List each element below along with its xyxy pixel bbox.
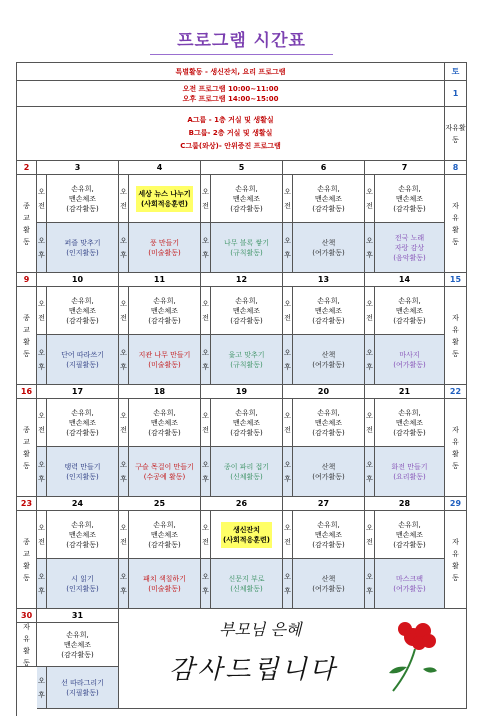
am-program (47, 511, 119, 559)
pm-program-line: 시 읽기 (71, 574, 94, 583)
am-label-text: 오전 (120, 187, 127, 210)
sunday-number: 23 (17, 497, 37, 511)
pm-program-line: 패치 색칠하기 (143, 574, 186, 583)
am-label (201, 511, 211, 559)
pm-label-text: 오후 (38, 460, 45, 483)
pm-label-text: 오후 (120, 236, 127, 259)
day-number: 5 (201, 161, 283, 175)
schedule-table (16, 62, 467, 716)
pm-program (129, 335, 201, 385)
am-label-text: 오전 (284, 523, 291, 546)
free-activity-label: 자유활동 (17, 623, 37, 667)
am-program (47, 287, 119, 335)
am-label (119, 287, 129, 335)
religion-activity-text: 종교활동 (23, 313, 30, 358)
am-program-line: 손유희, (317, 184, 340, 193)
am-program-line: (감각활동) (66, 428, 99, 437)
day-1: 1 (445, 81, 467, 107)
pm-label-text: 오후 (202, 460, 209, 483)
pm-label-text: 오후 (284, 460, 291, 483)
pm-label-text: 오후 (366, 460, 373, 483)
am-label-text: 오전 (284, 187, 291, 210)
religion-activity-text: 종교활동 (23, 201, 30, 246)
group-row: A그룹 - 1층 거실 및 생활실 B그룹- 2층 거실 및 생활실 C그룹(와상)- 안위증진 프로그램 (17, 107, 445, 161)
am-program-line: 맨손체조 (150, 530, 179, 539)
am-program-line: 세상 뉴스 나누기 (138, 189, 191, 198)
am-program-line: (감각활동) (230, 428, 263, 437)
pm-program-line: (신체활동) (230, 472, 263, 481)
pm-program-line: (요리활동) (393, 472, 426, 481)
am-program-line: 맨손체조 (395, 194, 424, 203)
am-label-text: 오전 (202, 523, 209, 546)
day-number: 24 (37, 497, 119, 511)
am-program-line: 손유희, (235, 296, 258, 305)
am-program-line: (감각활동) (393, 428, 426, 437)
pm-label-text: 오후 (120, 348, 127, 371)
pm-program-line: 윷고 맞추기 (228, 350, 265, 359)
pm-program-line: (여가활동) (312, 472, 345, 481)
am-program-line: 맨손체조 (232, 194, 261, 203)
am-program-line: (감각활동) (66, 540, 99, 549)
am-program-line: 맨손체조 (150, 306, 179, 315)
pm-program-line: 단어 따라쓰기 (61, 350, 104, 359)
pm-label (283, 223, 293, 273)
pm-program (211, 559, 283, 609)
am-program-line: 손유희, (153, 520, 176, 529)
pm-label-text: 오후 (120, 460, 127, 483)
am-program-line: (사회적응훈련) (223, 535, 270, 544)
day-30: 30 (17, 609, 37, 623)
pm-program (293, 447, 365, 497)
pm-program-line: (음악활동) (393, 253, 426, 262)
am-program-line: 맨손체조 (150, 418, 179, 427)
pm-label (283, 559, 293, 609)
am-label (283, 287, 293, 335)
saturday-header: 토 (445, 63, 467, 81)
am-program-line: 맨손체조 (232, 418, 261, 427)
day-number: 12 (201, 273, 283, 287)
am-program-line: 손유희, (235, 408, 258, 417)
am-label (365, 175, 375, 223)
am-program-line: 손유희, (398, 184, 421, 193)
am-program (293, 175, 365, 223)
pm-label-text: 오후 (284, 348, 291, 371)
day-number: 13 (283, 273, 365, 287)
signature-top: 부모님 은혜 (219, 620, 302, 639)
am-program-line: 맨손체조 (314, 194, 343, 203)
am-program-line: 손유희, (398, 520, 421, 529)
saturday-number: 8 (445, 161, 467, 175)
pm-label (201, 447, 211, 497)
pm-program-line: (여가활동) (312, 584, 345, 593)
am-program (375, 287, 445, 335)
am-program-line: 손유희, (71, 520, 94, 529)
am-program (375, 511, 445, 559)
free-activity-label (445, 511, 467, 609)
pm-label-text: 오후 (284, 236, 291, 259)
am-program-line: (감각활동) (393, 316, 426, 325)
pm-program-line: 산책 (321, 238, 336, 247)
pm-program (47, 223, 119, 273)
sunday-number: 16 (17, 385, 37, 399)
day-number: 20 (283, 385, 365, 399)
am-label-text: 오전 (202, 187, 209, 210)
day-number: 26 (201, 497, 283, 511)
highlight-box (136, 186, 192, 212)
pm-program (293, 335, 365, 385)
pm-program-line: (미술활동) (148, 584, 181, 593)
pm-label-text: 오후 (284, 572, 291, 595)
am-label-text: 오전 (366, 523, 373, 546)
am-program-line: (감각활동) (148, 428, 181, 437)
am-program-line: 맨손체조 (395, 530, 424, 539)
pm-label (365, 335, 375, 385)
pm-program-line: (인지활동) (66, 248, 99, 257)
pm-label (37, 559, 47, 609)
am-label (201, 399, 211, 447)
am-program (293, 511, 365, 559)
am-program (129, 399, 201, 447)
pm-program-line: 마스크팩 (395, 574, 424, 583)
am-label-text: 오전 (38, 523, 45, 546)
am-label-text: 오전 (38, 299, 45, 322)
pm-program-line: (규칙활동) (230, 248, 263, 257)
pm-program-line: 지관 나무 만들기 (138, 350, 191, 359)
pm-label-text: 오후 (366, 236, 373, 259)
am-program-line: 맨손체조 (395, 418, 424, 427)
am-program-line: (감각활동) (312, 428, 345, 437)
pm-label-text: 오후 (120, 572, 127, 595)
am-program-line: 손유희, (71, 408, 94, 417)
am-program-line: (감각활동) (230, 204, 263, 213)
am-label-text: 오전 (366, 411, 373, 434)
am-program-line: 맨손체조 (232, 306, 261, 315)
day-number: 10 (37, 273, 119, 287)
free-activity-text: 자유활동 (452, 425, 459, 470)
pm-program-line: (여가활동) (312, 248, 345, 257)
pm-program-line: 산책 (321, 574, 336, 583)
pm-label (365, 223, 375, 273)
am-program-line: 생신잔치 (232, 525, 261, 534)
am-program (47, 399, 119, 447)
pm-program-line: 마사지 (399, 350, 420, 359)
pm-program (375, 559, 445, 609)
pm-label-text: 오후 (202, 348, 209, 371)
pm-program-line: 산책 (321, 462, 336, 471)
pm-program-line: 자랑 감상 (394, 243, 425, 252)
pm-program-line: 종이 파리 접기 (223, 462, 270, 471)
am-label-text: 오전 (38, 411, 45, 434)
pm-label-text: 오후 (38, 348, 45, 371)
pm-label (119, 335, 129, 385)
am-label (283, 399, 293, 447)
day-number: 19 (201, 385, 283, 399)
pm-label: 오후 (37, 667, 47, 709)
am-label (365, 511, 375, 559)
am-program-line: 손유희, (71, 296, 94, 305)
am-program-line: 손유희, (317, 520, 340, 529)
am-program-line: 맨손체조 (314, 418, 343, 427)
saturday-number: 22 (445, 385, 467, 399)
am-program-line: (감각활동) (66, 204, 99, 213)
am-program-line: 손유희, (235, 184, 258, 193)
am-program-line: (감각활동) (312, 204, 345, 213)
am-label-text: 오전 (120, 411, 127, 434)
pm-program-line: (미술활동) (148, 360, 181, 369)
pm-program (129, 559, 201, 609)
am-program (129, 175, 201, 223)
am-program-line: (사회적응훈련) (141, 199, 188, 208)
signature-bottom: 감사드립니다 (169, 655, 338, 685)
religion-activity-label (17, 287, 37, 385)
am-program (211, 511, 283, 559)
pm-program-line: 산책 (321, 350, 336, 359)
am-label-text: 오전 (284, 411, 291, 434)
day-number: 17 (37, 385, 119, 399)
am-program-line: 손유희, (398, 408, 421, 417)
am-program (129, 287, 201, 335)
religion-activity-text: 종교활동 (23, 425, 30, 470)
pm-program-line: (여가활동) (312, 360, 345, 369)
am-program-line: 맨손체조 (314, 530, 343, 539)
am-program-line: (감각활동) (148, 540, 181, 549)
am-program-line: (감각활동) (312, 316, 345, 325)
pm-program (375, 335, 445, 385)
pm-label (283, 447, 293, 497)
am-label-text: 오전 (120, 523, 127, 546)
saturday-number: 29 (445, 497, 467, 511)
am-label (37, 287, 47, 335)
day-number: 28 (365, 497, 445, 511)
am-label (283, 175, 293, 223)
pm-program-line: (인지활동) (66, 472, 99, 481)
am-label (119, 511, 129, 559)
am-label (365, 287, 375, 335)
pm-label-text: 오후 (202, 236, 209, 259)
pm-program: 선 따라그리기 (지필활동) (47, 667, 119, 709)
pm-program-line: 신문지 부로 (228, 574, 265, 583)
signature-area (119, 609, 467, 709)
pm-program (293, 223, 365, 273)
sunday-number: 9 (17, 273, 37, 287)
religion-activity-label (17, 511, 37, 609)
day-number: 3 (37, 161, 119, 175)
am-label-text: 오전 (366, 187, 373, 210)
pm-label-text: 오후 (38, 572, 45, 595)
am-program (375, 175, 445, 223)
am-program-line: (감각활동) (66, 316, 99, 325)
pm-program-line: (규칙활동) (230, 360, 263, 369)
am-label (37, 511, 47, 559)
saturday-number: 15 (445, 273, 467, 287)
pm-program-line: (수공예 활동) (143, 472, 186, 481)
pm-program-line: (지필활동) (66, 360, 99, 369)
pm-label (119, 447, 129, 497)
am-program (375, 399, 445, 447)
am-label-text: 오전 (284, 299, 291, 322)
pm-label (365, 447, 375, 497)
free-activity-label (445, 287, 467, 385)
am-label (37, 175, 47, 223)
am-label-text: 오전 (38, 187, 45, 210)
pm-label (37, 223, 47, 273)
am-program-line: 손유희, (317, 296, 340, 305)
pm-program-line: 전국 노래 (394, 233, 425, 242)
am-program: 손유희, 맨손체조 (감각활동) (37, 623, 119, 667)
pm-program (47, 335, 119, 385)
am-program-line: 맨손체조 (68, 418, 97, 427)
am-program-line: 맨손체조 (314, 306, 343, 315)
sunday-number: 2 (17, 161, 37, 175)
am-program-line: 손유희, (398, 296, 421, 305)
am-program-line: (감각활동) (148, 316, 181, 325)
day-number: 11 (119, 273, 201, 287)
page-title: 프로그램 시간표 (177, 31, 306, 51)
day-number: 4 (119, 161, 201, 175)
am-label (365, 399, 375, 447)
pm-program-line: (신체활동) (230, 584, 263, 593)
am-program (293, 287, 365, 335)
am-program-line: (감각활동) (393, 204, 426, 213)
pm-label (365, 559, 375, 609)
title-underline (150, 54, 333, 55)
am-program (47, 175, 119, 223)
pm-label (201, 223, 211, 273)
pm-program-line: 퍼즐 맞추기 (64, 238, 101, 247)
free-activity-text: 자유활동 (452, 313, 459, 358)
pm-label-text: 오후 (202, 572, 209, 595)
am-program (211, 287, 283, 335)
day-number: 18 (119, 385, 201, 399)
pm-program (211, 335, 283, 385)
am-program-line: 맨손체조 (68, 530, 97, 539)
pm-label (283, 335, 293, 385)
pm-program-line: 탱력 만들기 (64, 462, 101, 471)
am-program-line: 손유희, (317, 408, 340, 417)
am-program-line: (감각활동) (393, 540, 426, 549)
am-program (211, 399, 283, 447)
pm-program (211, 223, 283, 273)
pm-label (201, 335, 211, 385)
day-number: 7 (365, 161, 445, 175)
am-program (293, 399, 365, 447)
pm-program-line: (미술활동) (148, 248, 181, 257)
pm-program (129, 223, 201, 273)
pm-program (129, 447, 201, 497)
am-program-line: (감각활동) (230, 316, 263, 325)
am-program (129, 511, 201, 559)
pm-program (375, 447, 445, 497)
am-program (211, 175, 283, 223)
day-number: 27 (283, 497, 365, 511)
pm-label (119, 559, 129, 609)
highlight-box (221, 522, 272, 548)
religion-activity-label (17, 399, 37, 497)
pm-program (293, 559, 365, 609)
am-program-line: 맨손체조 (68, 306, 97, 315)
pm-program-line: 나무 블록 쌓기 (223, 238, 270, 247)
am-label (283, 511, 293, 559)
pm-program-line: (여가활동) (393, 360, 426, 369)
pm-program-line: 화전 만들기 (391, 462, 428, 471)
pm-label (37, 335, 47, 385)
am-label (37, 399, 47, 447)
am-label (201, 287, 211, 335)
am-label (119, 399, 129, 447)
pm-program (47, 559, 119, 609)
religion-activity-label (17, 175, 37, 273)
pm-label-text: 오후 (38, 236, 45, 259)
free-activity-label: 자유활동 (445, 107, 467, 161)
am-program-line: 손유희, (153, 296, 176, 305)
pm-program-line: (여가활동) (393, 584, 426, 593)
am-program-line: 맨손체조 (68, 194, 97, 203)
am-program-line: 맨손체조 (395, 306, 424, 315)
program-time-row: 오전 프로그램 10:00~11:00 오후 프로그램 14:00~15:00 (17, 81, 445, 107)
pm-label (119, 223, 129, 273)
am-label-text: 오전 (202, 299, 209, 322)
pm-label (201, 559, 211, 609)
pm-label-text: 오후 (366, 572, 373, 595)
day-number: 21 (365, 385, 445, 399)
free-activity-label (445, 399, 467, 497)
day-number: 14 (365, 273, 445, 287)
pm-program-line: 풍 만들기 (149, 238, 180, 247)
am-label-text: 오전 (366, 299, 373, 322)
pm-label-text: 오후 (366, 348, 373, 371)
pm-program (375, 223, 445, 273)
am-program-line: 손유희, (153, 408, 176, 417)
pm-program-line: 구슬 목걸이 만들기 (135, 462, 194, 471)
pm-program (211, 447, 283, 497)
free-activity-text: 자유활동 (452, 201, 459, 246)
special-activity-row: 특별활동 - 생신잔치, 요리 프로그램 (17, 63, 445, 81)
day-number: 6 (283, 161, 365, 175)
day-31: 31 (37, 609, 119, 623)
am-program-line: (감각활동) (312, 540, 345, 549)
am-label (119, 175, 129, 223)
day-number: 25 (119, 497, 201, 511)
pm-program-line: (인지활동) (66, 584, 99, 593)
am-program-line: 손유희, (71, 184, 94, 193)
pm-program (47, 447, 119, 497)
free-activity-text: 자유활동 (452, 537, 459, 582)
am-label (201, 175, 211, 223)
am-label-text: 오전 (120, 299, 127, 322)
free-activity-label (445, 175, 467, 273)
pm-label (37, 447, 47, 497)
religion-activity-text: 종교활동 (23, 537, 30, 582)
am-label-text: 오전 (202, 411, 209, 434)
